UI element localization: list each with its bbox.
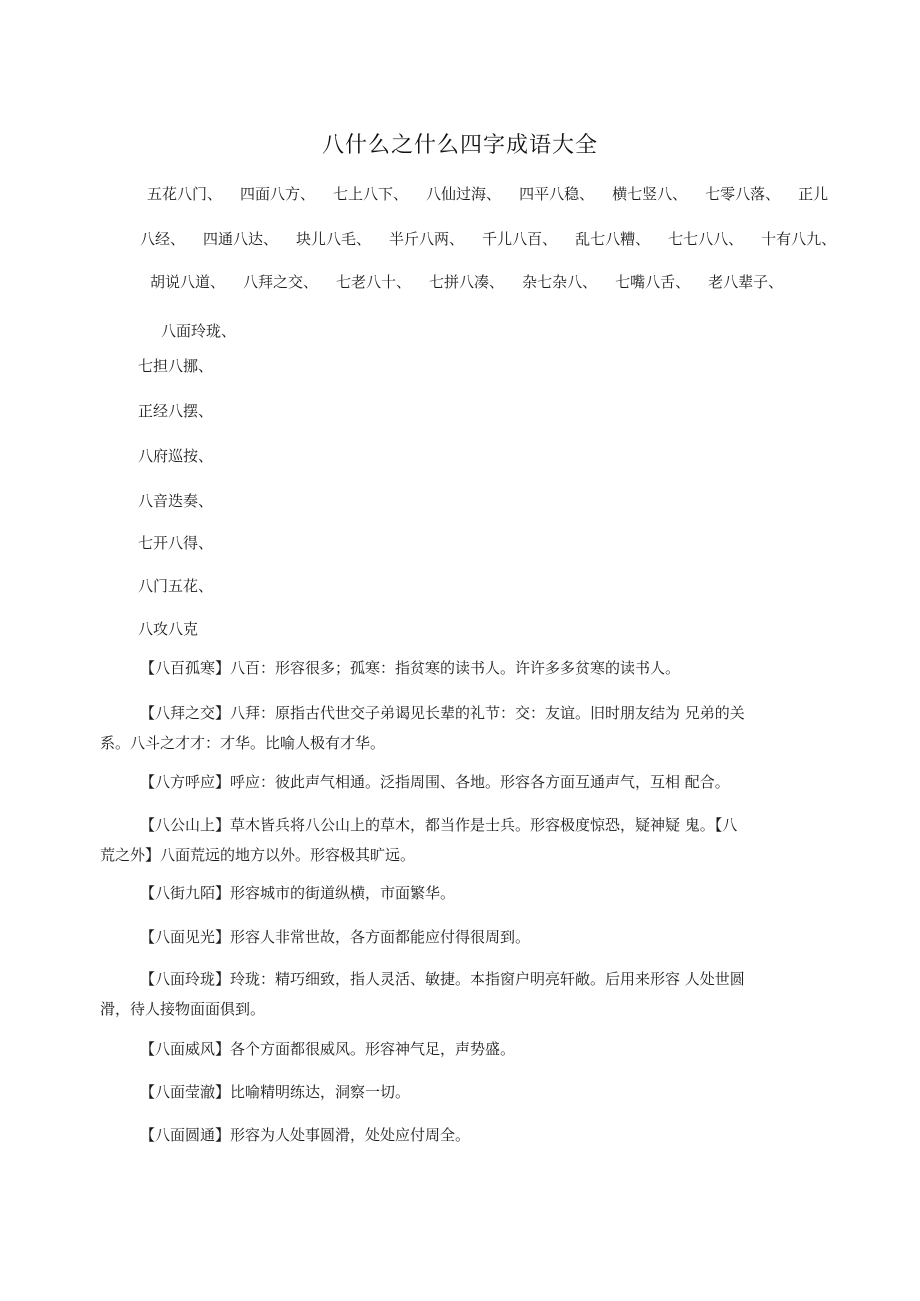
entry-text-cont: 荒之外】八面荒远的地方以外。形容极其旷远。 <box>100 846 416 864</box>
idiom-single: 七开八得、 <box>138 534 214 552</box>
entry-text: 【八公山上】草木皆兵将八公山上的草木，都当作是士兵。形容极度惊恐，疑神疑 鬼。【八 <box>140 816 738 834</box>
definition-entry <box>100 922 820 952</box>
entry-text: 【八百孤寒】八百：形容很多；孤寒：指贫寒的读书人。许许多多贫寒的读书人。 <box>140 659 681 677</box>
idiom-single: 八攻八克 <box>138 620 199 638</box>
definition-entry <box>100 964 820 1024</box>
idiom-item: 乱七八糟、 <box>575 230 651 248</box>
idiom-item: 八拜之交、 <box>243 273 319 291</box>
idiom-item: 千儿八百、 <box>482 230 558 248</box>
idiom-item: 胡说八道、 <box>150 273 226 291</box>
idiom-item: 七零八落、 <box>705 185 781 203</box>
entry-text: 【八面圆通】形容为人处事圆滑，处处应付周全。 <box>140 1126 471 1144</box>
entry-text: 【八面威风】各个方面都很威风。形容神气足，声势盛。 <box>140 1040 516 1058</box>
idiom-item: 横七竖八、 <box>612 185 688 203</box>
entry-text: 【八街九陌】形容城市的街道纵横，市面繁华。 <box>140 884 456 902</box>
definition-entry <box>100 1034 820 1064</box>
idiom-single: 八门五花、 <box>138 577 214 595</box>
idiom-item: 八经、 <box>140 230 186 248</box>
idiom-item: 块儿八毛、 <box>296 230 372 248</box>
definition-entry <box>100 1120 820 1150</box>
idiom-single: 正经八摆、 <box>138 402 214 420</box>
idiom-item: 七七八八、 <box>668 230 744 248</box>
idiom-item: 八仙过海、 <box>426 185 502 203</box>
idiom-item: 半斤八两、 <box>389 230 465 248</box>
idiom-item: 十有八九、 <box>761 230 837 248</box>
idiom-item: 四平八稳、 <box>519 185 595 203</box>
definition-entry <box>100 810 820 870</box>
definition-entry <box>100 653 820 683</box>
idiom-single: 八面玲珑、 <box>161 322 237 340</box>
idiom-item: 七老八十、 <box>336 273 412 291</box>
idiom-single: 八音迭奏、 <box>138 492 214 510</box>
definition-entry <box>100 1077 820 1107</box>
idiom-item: 四面八方、 <box>240 185 316 203</box>
idiom-single: 八府巡按、 <box>138 447 214 465</box>
entry-text: 【八面见光】形容人非常世故，各方面都能应付得很周到。 <box>140 928 531 946</box>
idiom-row-1 <box>147 184 828 204</box>
idiom-item: 七上八下、 <box>333 185 409 203</box>
definition-entry <box>100 698 820 758</box>
idiom-item: 杂七杂八、 <box>522 273 598 291</box>
idiom-item: 五花八门、 <box>147 185 223 203</box>
document-title: 八什么之什么四字成语大全 <box>321 133 598 158</box>
definition-entry <box>100 767 820 797</box>
entry-text: 【八拜之交】八拜：原指古代世交子弟谒见长辈的礼节：交：友谊。旧时朋友结为 兄弟的关 <box>140 704 745 722</box>
entry-text: 【八面莹澈】比喻精明练达，洞察一切。 <box>140 1083 411 1101</box>
idiom-item: 正儿 <box>798 185 829 203</box>
entry-text: 【八面玲珑】玲珑：精巧细致，指人灵活、敏捷。本指窗户明亮轩敞。后用来形容 人处世圆 <box>140 970 745 988</box>
idiom-item: 七拼八凑、 <box>429 273 505 291</box>
definition-entry <box>100 878 820 908</box>
idiom-single: 七担八挪、 <box>138 357 214 375</box>
idiom-row-2 <box>140 229 836 249</box>
idiom-row-3 <box>150 272 783 292</box>
idiom-item: 老八辈子、 <box>708 273 784 291</box>
entry-text-cont: 系。八斗之才才：才华。比喻人极有才华。 <box>100 734 386 752</box>
entry-text: 【八方呼应】呼应：彼此声气相通。泛指周围、各地。形容各方面互通声气，互相 配合。 <box>140 773 730 791</box>
entry-text-cont: 滑，待人接物面面俱到。 <box>100 1000 266 1018</box>
idiom-item: 四通八达、 <box>203 230 279 248</box>
idiom-item: 七嘴八舌、 <box>615 273 691 291</box>
